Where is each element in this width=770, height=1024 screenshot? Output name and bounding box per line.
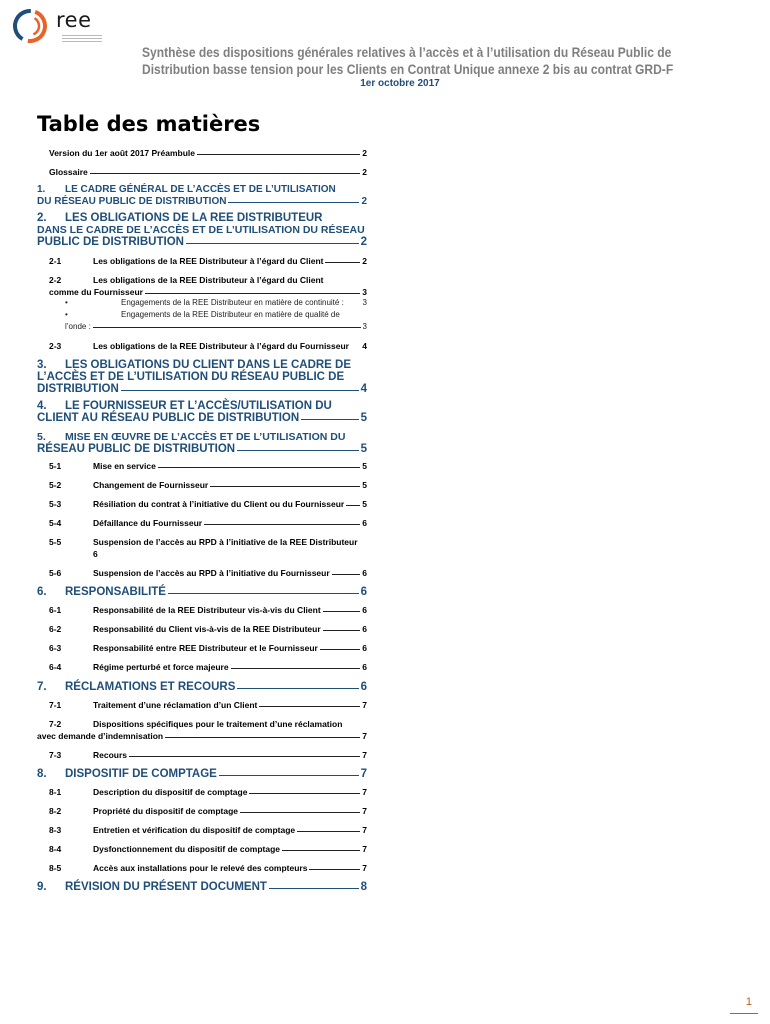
toc-entry-section-5-cont[interactable]: RÉSEAU PUBLIC DE DISTRIBUTION 5 bbox=[37, 443, 367, 455]
toc-entry-7-3[interactable]: 7-3 Recours 7 bbox=[49, 750, 367, 760]
toc-entry-section-4[interactable]: 4. LE FOURNISSEUR ET L’ACCÈS/UTILISATION DU bbox=[37, 400, 332, 412]
toc-entry-8-5[interactable]: 8-5 Accès aux installations pour le relevé des compteurs 7 bbox=[49, 863, 367, 873]
toc-entry-5-2[interactable]: 5-2 Changement de Fournisseur 5 bbox=[49, 480, 367, 490]
toc-entry-section-2-cont1[interactable]: DANS LE CADRE DE L’ACCÈS ET DE L’UTILISATION DU RÉSEAU bbox=[37, 224, 365, 236]
toc-entry-bullet-qualite-cont[interactable]: l’onde : 3 bbox=[65, 322, 367, 331]
logo-wordmark: ree bbox=[56, 8, 92, 32]
toc-entry-7-2-cont[interactable]: avec demande d’indemnisation 7 bbox=[37, 731, 367, 741]
toc-entry-section-1[interactable]: 1. LE CADRE GÉNÉRAL DE L’ACCÈS ET DE L’UTILISATION bbox=[37, 184, 336, 195]
toc-entry-glossaire[interactable]: Glossaire 2 bbox=[49, 167, 367, 177]
toc-entry-2-2[interactable]: 2-2 Les obligations de la REE Distributeur à l’égard du Client bbox=[49, 275, 324, 285]
toc-entry-2-1[interactable]: 2-1 Les obligations de la REE Distributeur à l’égard du Client 2 bbox=[49, 256, 367, 266]
toc-entry-5-3[interactable]: 5-3 Résiliation du contrat à l’initiative du Client ou du Fournisseur 5 bbox=[49, 499, 367, 509]
toc-entry-5-5-page[interactable]: 6 bbox=[93, 549, 98, 559]
toc-entry-6-4[interactable]: 6-4 Régime perturbé et force majeure 6 bbox=[49, 662, 367, 672]
toc-entry-2-2-cont[interactable]: comme du Fournisseur 3 bbox=[49, 287, 367, 297]
toc-entry-section-3-cont1[interactable]: L’ACCÈS ET DE L’UTILISATION DU RÉSEAU PUBLIC DE bbox=[37, 371, 345, 383]
toc-entry-section-3[interactable]: 3. LES OBLIGATIONS DU CLIENT DANS LE CADRE DE bbox=[37, 359, 352, 371]
toc-entry-bullet-continuite[interactable]: • Engagements de la REE Distributeur en matière de continuité : 3 bbox=[65, 298, 367, 307]
toc-entry-version[interactable]: Version du 1er août 2017 Préambule 2 bbox=[49, 148, 367, 158]
toc-entry-section-2[interactable]: 2. LES OBLIGATIONS DE LA REE DISTRIBUTEUR bbox=[37, 212, 323, 224]
toc-entry-section-3-cont2[interactable]: DISTRIBUTION 4 bbox=[37, 383, 367, 395]
toc-entry-5-5[interactable]: 5-5 Suspension de l’accès au RPD à l’initiative de la REE Distributeur bbox=[49, 537, 358, 547]
toc-entry-section-6[interactable]: 6. RESPONSABILITÉ 6 bbox=[37, 586, 367, 598]
document-date: 1er octobre 2017 bbox=[360, 78, 440, 89]
document-header bbox=[100, 44, 700, 90]
toc-entry-section-8[interactable]: 8. DISPOSITIF DE COMPTAGE 7 bbox=[37, 768, 367, 780]
toc-entry-5-4[interactable]: 5-4 Défaillance du Fournisseur 6 bbox=[49, 518, 367, 528]
toc-entry-section-9[interactable]: 9. RÉVISION DU PRÉSENT DOCUMENT 8 bbox=[37, 881, 367, 893]
toc-entry-8-4[interactable]: 8-4 Dysfonctionnement du dispositif de comptage 7 bbox=[49, 844, 367, 854]
toc-entry-6-1[interactable]: 6-1 Responsabilité de la REE Distributeur vis-à-vis du Client 6 bbox=[49, 605, 367, 615]
toc-entry-bullet-qualite[interactable]: • Engagements de la REE Distributeur en matière de qualité de bbox=[65, 310, 340, 319]
logo bbox=[10, 6, 100, 46]
toc-entry-section-1-cont[interactable]: DU RÉSEAU PUBLIC DE DISTRIBUTION 2 bbox=[37, 196, 367, 207]
page-number: 1 bbox=[745, 996, 752, 1008]
toc-heading: Table des matières bbox=[37, 112, 261, 136]
toc-entry-8-1[interactable]: 8-1 Description du dispositif de comptage 7 bbox=[49, 787, 367, 797]
logo-tagline bbox=[62, 35, 102, 42]
toc-entry-section-7[interactable]: 7. RÉCLAMATIONS ET RECOURS 6 bbox=[37, 681, 367, 693]
logo-ring-icon bbox=[10, 6, 50, 46]
page-number-rule bbox=[730, 1013, 758, 1014]
toc-entry-6-3[interactable]: 6-3 Responsabilité entre REE Distributeur et le Fournisseur 6 bbox=[49, 643, 367, 653]
toc-entry-8-2[interactable]: 8-2 Propriété du dispositif de comptage 7 bbox=[49, 806, 367, 816]
toc-entry-section-2-cont2[interactable]: PUBLIC DE DISTRIBUTION 2 bbox=[37, 236, 367, 248]
toc-entry-8-3[interactable]: 8-3 Entretien et vérification du dispositif de comptage 7 bbox=[49, 825, 367, 835]
toc-entry-5-6[interactable]: 5-6 Suspension de l’accès au RPD à l’initiative du Fournisseur 6 bbox=[49, 568, 367, 578]
toc-entry-7-2[interactable]: 7-2 Dispositions spécifiques pour le traitement d’une réclamation bbox=[49, 719, 343, 729]
toc-entry-2-3[interactable]: 2-3 Les obligations de la REE Distributeur à l’égard du Fournisseur 4 bbox=[49, 341, 367, 351]
toc-entry-section-5[interactable]: 5. MISE EN ŒUVRE DE L’ACCÈS ET DE L’UTILISATION DU bbox=[37, 431, 346, 443]
toc-entry-5-1[interactable]: 5-1 Mise en service 5 bbox=[49, 461, 367, 471]
document-title-line-2: Distribution basse tension pour les Clients en Contrat Unique annexe 2 bis au contrat GRD-F bbox=[142, 61, 674, 77]
toc-entry-7-1[interactable]: 7-1 Traitement d’une réclamation d’un Client 7 bbox=[49, 700, 367, 710]
document-title-line-1: Synthèse des dispositions générales relatives à l’accès et à l’utilisation du Réseau Public de bbox=[142, 44, 672, 60]
toc-entry-section-4-cont[interactable]: CLIENT AU RÉSEAU PUBLIC DE DISTRIBUTION 5 bbox=[37, 412, 367, 424]
toc-entry-6-2[interactable]: 6-2 Responsabilité du Client vis-à-vis de la REE Distributeur 6 bbox=[49, 624, 367, 634]
